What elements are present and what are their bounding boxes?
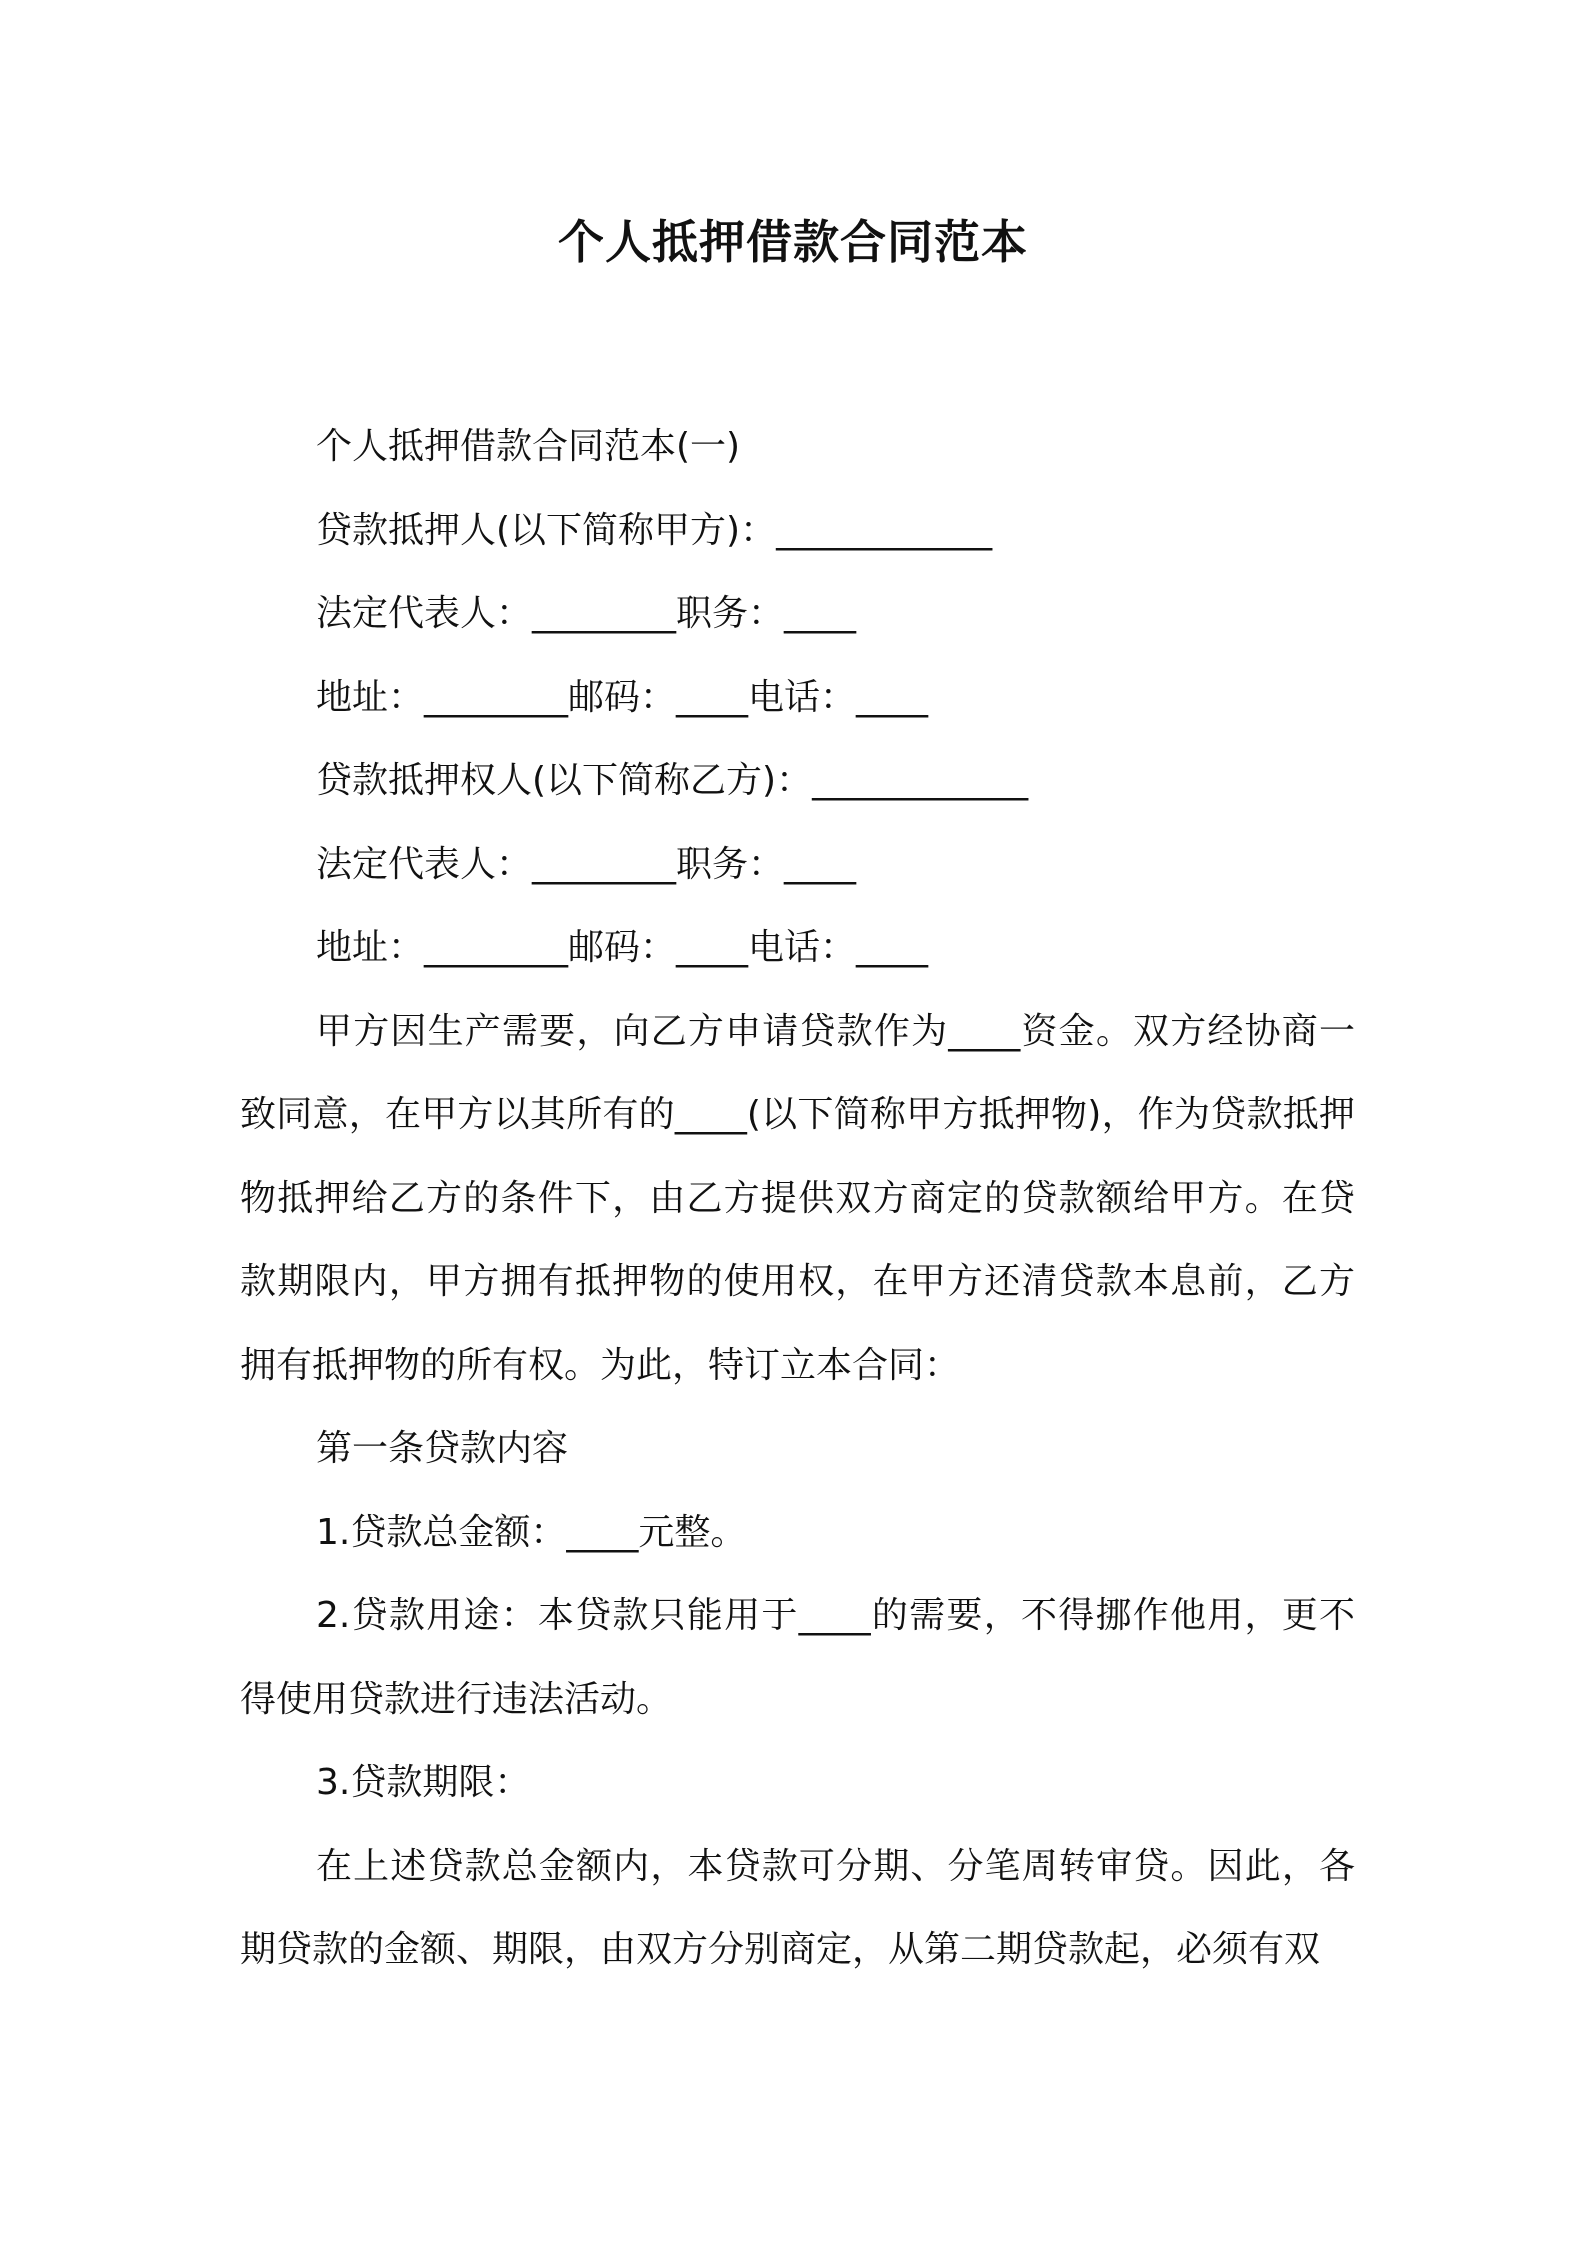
lender-representative-line: 法定代表人：________职务：____ [316,843,857,885]
article-1-heading: 第一条贷款内容 [316,1428,569,1469]
document-title: 个人抵押借款合同范本 [558,215,1028,269]
loan-purpose-item: 2.贷款用途：本贷款只能用于____的需要，不得挪作他用，更不得使用贷款进行违法活动。 [240,1595,1355,1720]
borrower-representative-line: 法定代表人：________职务：____ [316,593,857,634]
lender-line: 贷款抵押权人(以下简称乙方)：____________ [316,760,1029,801]
lender-address-line: 地址：________邮码：____电话：____ [316,927,929,968]
loan-term-paragraph: 在上述贷款总金额内，本贷款可分期、分笔周转审贷。因此，各期贷款的金额、期限，由双方分别商定，从第二期贷款起，必须有双 [240,1845,1355,1970]
loan-term-item: 3.贷款期限： [316,1762,531,1803]
borrower-line: 贷款抵押人(以下简称甲方)：____________ [316,509,993,551]
loan-amount-item: 1.贷款总金额：____元整。 [316,1511,747,1553]
preamble-paragraph: 甲方因生产需要，向乙方申请贷款作为____资金。双方经协商一致同意，在甲方以其所有的____(以下简称甲方抵押物)，作为贷款抵押物抵押给乙方的条件下，由乙方提供双方商定的贷款额给甲方。在贷款期限内，甲方拥有抵押物的使用权，在甲方还清贷款本息前，乙方拥有抵押物的所有权。为此，特订立本合同： [240,1010,1355,1386]
document-body [240,405,1355,1992]
section-heading: 个人抵押借款合同范本(一) [316,426,741,467]
borrower-address-line: 地址：________邮码：____电话：____ [316,676,929,718]
